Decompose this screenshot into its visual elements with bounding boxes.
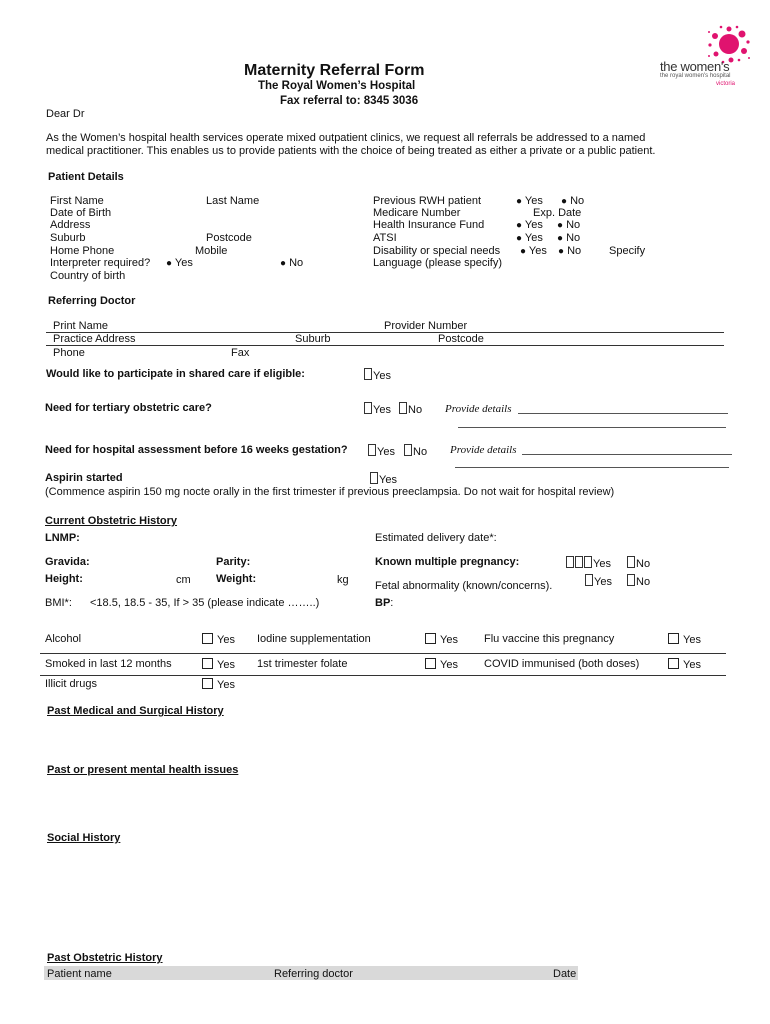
- alcohol-yes[interactable]: [202, 633, 235, 647]
- bullet-icon: ●: [561, 196, 568, 207]
- suburb-label: Suburb: [50, 232, 86, 244]
- checkbox-icon: [627, 556, 635, 568]
- doctor-suburb-label: Suburb: [295, 333, 331, 345]
- footer-date: Date: [553, 968, 577, 980]
- health-fund-yes[interactable]: [516, 219, 543, 232]
- no-label: No: [566, 232, 581, 244]
- bullet-icon: ●: [516, 196, 523, 207]
- bullet-icon: ●: [516, 220, 523, 231]
- checkbox-icon: [368, 444, 376, 456]
- yes-label: Yes: [524, 219, 543, 231]
- atsi-no[interactable]: [557, 232, 580, 245]
- bp-text: BP: [375, 597, 391, 609]
- checkbox-icon: [668, 633, 679, 644]
- yes-label: Yes: [373, 370, 391, 382]
- shared-care-yes[interactable]: [364, 368, 391, 383]
- yes-label: Yes: [217, 634, 235, 646]
- past-obstetric-heading: Past Obstetric History: [47, 952, 163, 964]
- patient-details-heading: Patient Details: [48, 171, 124, 183]
- no-label: No: [408, 404, 423, 416]
- yes-label: Yes: [217, 679, 235, 691]
- yes-label: Yes: [373, 404, 391, 416]
- logo-line2: the royal women's hospital: [660, 73, 731, 79]
- assessment-provide-details: Provide details: [450, 444, 517, 456]
- aspirin-yes[interactable]: [370, 472, 397, 487]
- doctor-postcode-label: Postcode: [438, 333, 484, 345]
- bmi-label: BMI*:: [45, 597, 72, 609]
- prev-rwh-label: Previous RWH patient: [373, 195, 482, 207]
- parity-label: Parity:: [216, 556, 251, 568]
- obstetric-heading: Current Obstetric History: [45, 515, 178, 527]
- yes-label: Yes: [594, 576, 612, 588]
- bullet-icon: ●: [166, 258, 173, 269]
- iodine-yes[interactable]: [425, 633, 458, 647]
- first-name-label: First Name: [50, 195, 104, 207]
- yes-label: Yes: [379, 474, 397, 486]
- no-label: No: [567, 245, 582, 257]
- lifestyle-divider-1: [40, 653, 726, 654]
- checkbox-icon: [566, 556, 574, 568]
- provider-number-label: Provider Number: [384, 320, 468, 332]
- yes-label: Yes: [377, 446, 395, 458]
- health-fund-label: Health Insurance Fund: [373, 219, 485, 231]
- flu-yes[interactable]: [668, 633, 701, 647]
- yes-label: Yes: [440, 659, 458, 671]
- smoked-label: Smoked in last 12 months: [45, 658, 172, 670]
- multiple-no[interactable]: [627, 556, 650, 571]
- bullet-icon: ●: [516, 233, 523, 244]
- health-fund-no[interactable]: [557, 219, 580, 232]
- bullet-icon: ●: [280, 258, 287, 269]
- doctor-phone-label: Phone: [53, 347, 85, 359]
- alcohol-label: Alcohol: [45, 633, 82, 645]
- country-label: Country of birth: [50, 270, 126, 282]
- atsi-label: ATSI: [373, 232, 397, 244]
- interpreter-no[interactable]: [280, 257, 303, 270]
- folate-label: 1st trimester folate: [257, 658, 348, 670]
- edd-label: Estimated delivery date*:: [375, 532, 497, 544]
- yes-label: Yes: [174, 257, 193, 269]
- yes-label: Yes: [217, 659, 235, 671]
- folate-yes[interactable]: [425, 658, 458, 672]
- fetal-no[interactable]: [627, 574, 650, 589]
- yes-label: Yes: [683, 659, 701, 671]
- footer-patient-name: Patient name: [47, 968, 112, 980]
- tertiary-provide-details: Provide details: [445, 403, 512, 415]
- no-label: No: [566, 219, 581, 231]
- bullet-icon: ●: [557, 220, 564, 231]
- kg-unit: kg: [337, 574, 349, 586]
- print-name-label: Print Name: [53, 320, 109, 332]
- tertiary-details-line-1[interactable]: [518, 413, 728, 414]
- bullet-icon: ●: [558, 246, 565, 257]
- disability-yes[interactable]: [520, 245, 547, 258]
- fax-number: Fax referral to: 8345 3036: [280, 95, 419, 107]
- form-title: Maternity Referral Form: [244, 62, 425, 79]
- bullet-icon: ●: [557, 233, 564, 244]
- fetal-abnormality-label: Fetal abnormality (known/concerns).: [375, 580, 553, 592]
- checkbox-icon: [370, 472, 378, 484]
- assessment-yes[interactable]: [368, 444, 395, 459]
- smoked-yes[interactable]: [202, 658, 235, 672]
- logo-line3: victoria: [716, 81, 736, 87]
- logo-brand: the women's: [660, 59, 730, 74]
- yes-label: Yes: [593, 558, 611, 570]
- bp-colon: :: [390, 597, 394, 609]
- checkbox-icon: [425, 633, 436, 644]
- checkbox-icon: [584, 556, 592, 568]
- flu-label: Flu vaccine this pregnancy: [484, 633, 615, 645]
- covid-yes[interactable]: [668, 658, 701, 672]
- assessment-question: Need for hospital assessment before 16 weeks gestation?: [45, 444, 348, 456]
- checkbox-icon: [364, 368, 372, 380]
- tertiary-yes[interactable]: [364, 402, 391, 417]
- checkbox-icon: [668, 658, 679, 669]
- checkbox-icon: [425, 658, 436, 669]
- no-label: No: [636, 558, 651, 570]
- dob-label: Date of Birth: [50, 207, 112, 219]
- specify-label: Specify: [609, 245, 646, 257]
- interpreter-label: Interpreter required?: [50, 257, 151, 269]
- fetal-yes[interactable]: [585, 574, 612, 589]
- yes-label: Yes: [683, 634, 701, 646]
- assessment-details-line-2[interactable]: [455, 467, 729, 468]
- multiple-pregnancy-label: Known multiple pregnancy:: [375, 556, 520, 568]
- last-name-label: Last Name: [206, 195, 260, 207]
- yes-label: Yes: [524, 195, 543, 207]
- gravida-label: Gravida:: [45, 556, 90, 568]
- bmi-options: <18.5, 18.5 - 35, If > 35 (please indicate ……..): [90, 597, 320, 609]
- disability-label: Disability or special needs: [373, 245, 501, 257]
- interpreter-yes[interactable]: [166, 257, 193, 270]
- disability-no[interactable]: [558, 245, 581, 258]
- practice-address-label: Practice Address: [53, 333, 136, 345]
- mental-health-heading: Past or present mental health issues: [47, 764, 239, 776]
- cm-unit: cm: [176, 574, 191, 586]
- yes-label: Yes: [528, 245, 547, 257]
- doctor-divider-1: [46, 332, 724, 333]
- footer-referring-doctor: Referring doctor: [274, 968, 353, 980]
- checkbox-icon: [364, 402, 372, 414]
- no-label: No: [570, 195, 585, 207]
- hospital-name: The Royal Women’s Hospital: [258, 80, 416, 92]
- home-phone-label: Home Phone: [50, 245, 115, 257]
- language-label: Language (please specify): [373, 257, 503, 269]
- no-label: No: [636, 576, 651, 588]
- greeting: Dear Dr: [46, 108, 85, 120]
- intro-line-1: As the Women’s hospital health services operate mixed outpatient clinics, we request all referrals be addressed to a named: [46, 132, 646, 144]
- checkbox-icon: [202, 658, 213, 669]
- checkbox-icon: [585, 574, 593, 586]
- intro-line-2: medical practitioner. This enables us to provide patients with the choice of being treated as either a private or a public patient.: [46, 145, 656, 157]
- no-label: No: [413, 446, 428, 458]
- tertiary-question: Need for tertiary obstetric care?: [45, 402, 212, 414]
- tertiary-details-line-2[interactable]: [458, 427, 726, 428]
- doctor-divider-2: [46, 345, 724, 346]
- yes-label: Yes: [524, 232, 543, 244]
- illicit-yes[interactable]: [202, 678, 235, 692]
- lifestyle-divider-2: [40, 675, 726, 676]
- height-label: Height:: [45, 573, 83, 585]
- shared-care-question: Would like to participate in shared care if eligible:: [46, 368, 305, 380]
- bullet-icon: ●: [520, 246, 527, 257]
- doctor-fax-label: Fax: [231, 347, 250, 359]
- checkbox-icon: [399, 402, 407, 414]
- address-label: Address: [50, 219, 91, 231]
- tertiary-no[interactable]: [399, 402, 422, 417]
- checkbox-icon: [202, 678, 213, 689]
- assessment-no[interactable]: [404, 444, 427, 459]
- referring-doctor-heading: Referring Doctor: [48, 295, 136, 307]
- weight-label: Weight:: [216, 573, 257, 585]
- checkbox-icon: [627, 574, 635, 586]
- multiple-yes[interactable]: [566, 556, 611, 571]
- bp-label: [375, 597, 393, 610]
- covid-label: COVID immunised (both doses): [484, 658, 640, 670]
- exp-date-label: Exp. Date: [533, 207, 582, 219]
- lnmp-label: LNMP:: [45, 532, 80, 544]
- yes-label: Yes: [440, 634, 458, 646]
- medicare-label: Medicare Number: [373, 207, 461, 219]
- atsi-yes[interactable]: [516, 232, 543, 245]
- mobile-label: Mobile: [195, 245, 228, 257]
- postcode-label: Postcode: [206, 232, 252, 244]
- illicit-label: Illicit drugs: [45, 678, 97, 690]
- assessment-details-line-1[interactable]: [522, 454, 732, 455]
- past-medical-heading: Past Medical and Surgical History: [47, 705, 224, 717]
- social-history-heading: Social History: [47, 832, 121, 844]
- checkbox-icon: [575, 556, 583, 568]
- iodine-label: Iodine supplementation: [257, 633, 371, 645]
- checkbox-icon: [404, 444, 412, 456]
- aspirin-label: Aspirin started: [45, 472, 123, 484]
- no-label: No: [289, 257, 304, 269]
- checkbox-icon: [202, 633, 213, 644]
- aspirin-note: (Commence aspirin 150 mg nocte orally in the first trimester if previous preeclampsia. Do not wait for hospital review): [45, 486, 615, 498]
